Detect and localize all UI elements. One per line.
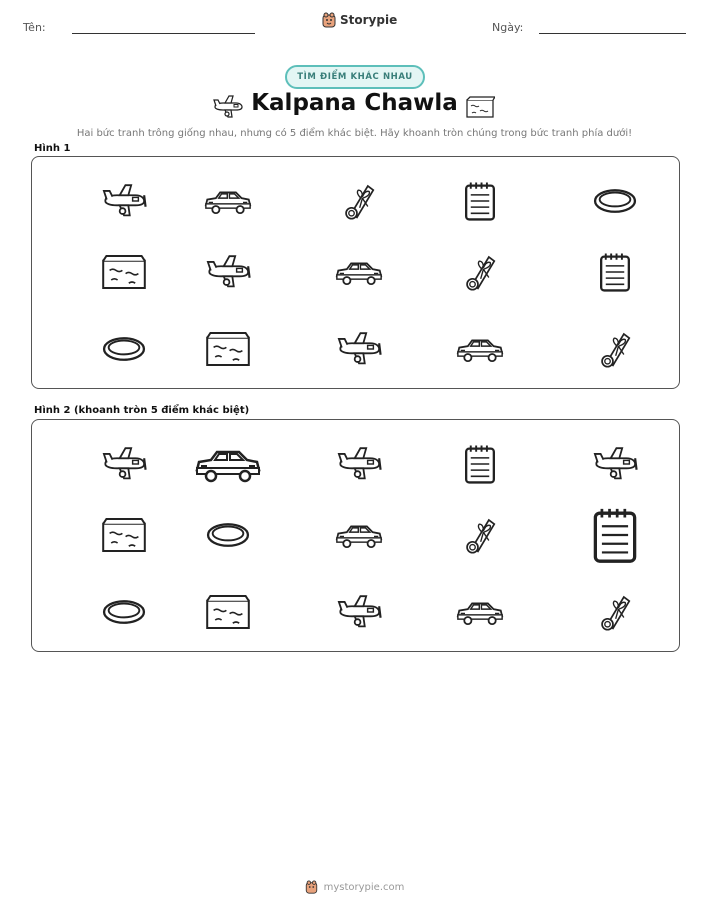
airplane-icon[interactable] <box>89 436 159 492</box>
box-icon[interactable] <box>89 507 159 563</box>
notepad-icon[interactable] <box>580 507 650 563</box>
airplane-icon[interactable] <box>324 436 394 492</box>
notepad-icon <box>445 173 515 229</box>
notepad-icon <box>463 444 497 484</box>
picture-1-panel <box>31 156 680 389</box>
scroll-icon <box>598 327 632 371</box>
name-label: Tên: <box>23 21 46 34</box>
scroll-icon <box>598 590 632 634</box>
box-icon <box>465 95 495 119</box>
instructions: Hai bức tranh trông giống nhau, nhưng có 5 điểm khác biệt. Hãy khoanh tròn chúng trong bức tranh phía dưới! <box>76 128 633 139</box>
airplane-icon[interactable] <box>324 584 394 640</box>
airplane-icon <box>336 330 382 368</box>
picture-1-label: Hình 1 <box>34 143 71 154</box>
box-icon <box>89 244 159 300</box>
box-icon <box>193 321 263 377</box>
car-icon <box>455 597 505 627</box>
footer <box>0 880 709 894</box>
ring-icon <box>592 185 638 217</box>
date-label: Ngày: <box>492 21 524 34</box>
box-icon <box>204 592 252 632</box>
footer-site: mystorypie.com <box>323 881 405 893</box>
car-icon[interactable] <box>445 584 515 640</box>
notepad-icon[interactable] <box>445 436 515 492</box>
airplane-icon <box>592 445 638 483</box>
car-icon <box>203 186 253 216</box>
box-icon <box>100 252 148 292</box>
date-field[interactable] <box>539 33 686 34</box>
airplane-icon <box>205 253 251 291</box>
airplane-icon <box>89 173 159 229</box>
car-icon <box>445 321 515 377</box>
ring-icon <box>580 173 650 229</box>
storypie-mascot-icon <box>305 880 318 894</box>
airplane-icon <box>101 445 147 483</box>
scroll-icon <box>342 179 376 223</box>
picture-2-panel[interactable] <box>31 419 680 652</box>
storypie-mascot-icon <box>322 12 336 28</box>
airplane-icon[interactable] <box>580 436 650 492</box>
scroll-icon <box>324 173 394 229</box>
ring-icon <box>205 519 251 551</box>
box-icon <box>204 329 252 369</box>
ring-icon[interactable] <box>89 584 159 640</box>
car-icon[interactable] <box>193 436 263 492</box>
airplane-icon <box>101 182 147 220</box>
car-icon <box>193 173 263 229</box>
car-icon[interactable] <box>324 507 394 563</box>
notepad-icon <box>598 252 632 292</box>
airplane-icon <box>193 244 263 300</box>
brand-logo <box>322 12 397 28</box>
airplane-icon <box>324 321 394 377</box>
scroll-icon <box>445 244 515 300</box>
ring-icon <box>101 596 147 628</box>
scroll-icon[interactable] <box>580 584 650 640</box>
scroll-icon <box>463 513 497 557</box>
scroll-icon <box>580 321 650 377</box>
notepad-icon <box>463 181 497 221</box>
name-field[interactable] <box>72 33 255 34</box>
car-icon <box>334 520 384 550</box>
scroll-icon[interactable] <box>445 507 515 563</box>
page-title: Kalpana Chawla <box>251 90 458 116</box>
picture-2-label: Hình 2 (khoanh tròn 5 điểm khác biệt) <box>34 405 250 416</box>
ring-icon <box>89 321 159 377</box>
box-icon[interactable] <box>193 584 263 640</box>
brand-name: Storypie <box>340 13 398 27</box>
scroll-icon <box>463 250 497 294</box>
notepad-icon <box>591 506 639 564</box>
car-icon <box>455 334 505 364</box>
activity-badge: TÌM ĐIỂM KHÁC NHAU <box>285 65 425 89</box>
airplane-icon <box>336 445 382 483</box>
notepad-icon <box>580 244 650 300</box>
airplane-icon <box>336 593 382 631</box>
ring-icon[interactable] <box>193 507 263 563</box>
car-icon <box>334 257 384 287</box>
ring-icon <box>101 333 147 365</box>
box-icon <box>100 515 148 555</box>
car-icon <box>324 244 394 300</box>
car-icon <box>193 443 263 485</box>
